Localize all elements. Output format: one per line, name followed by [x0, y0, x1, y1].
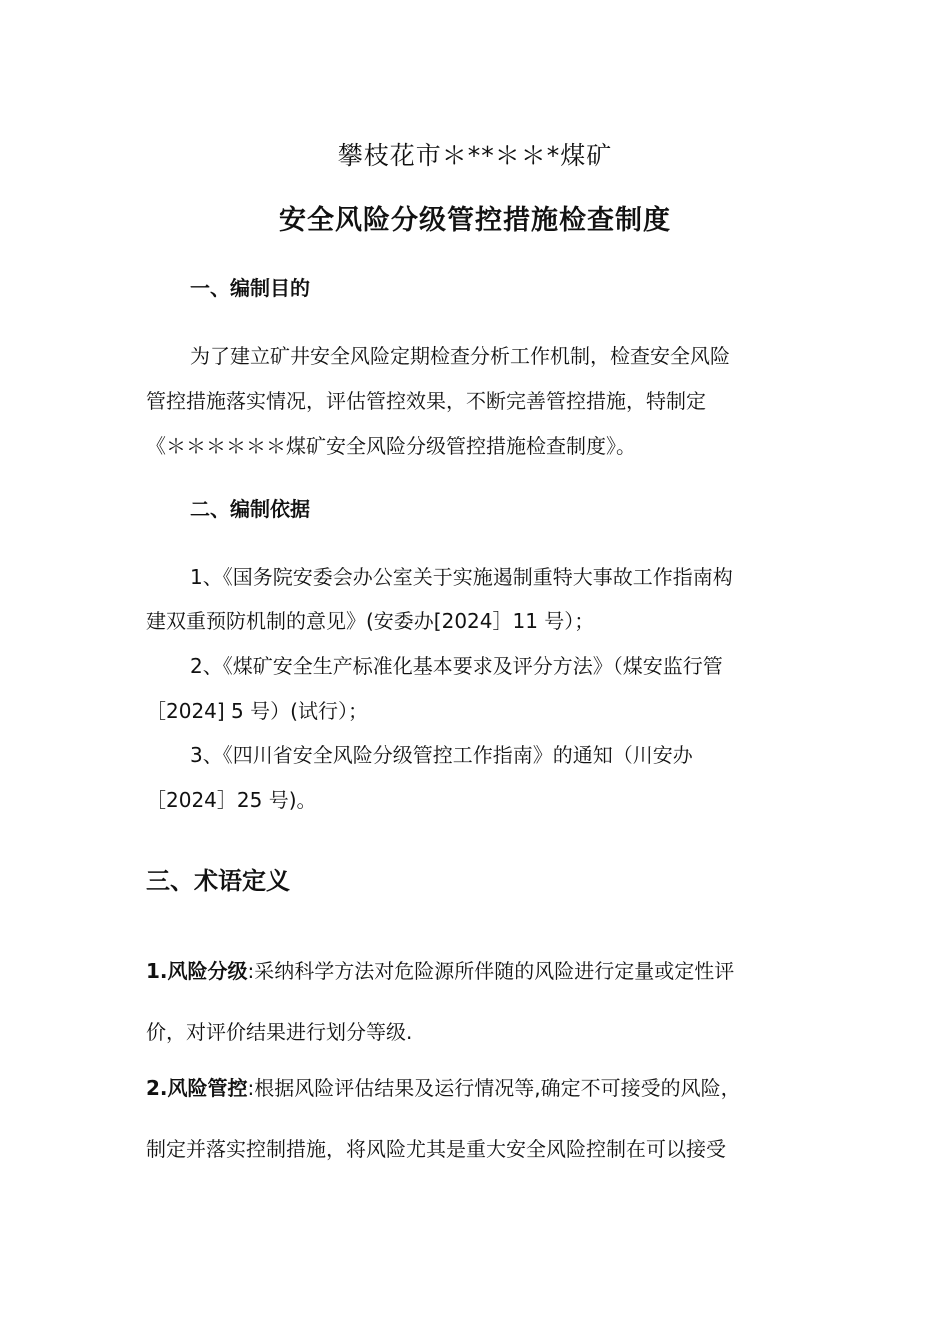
- section2-line: 1、《国务院安委会办公室关于实施遏制重特大事故工作指南构: [190, 565, 733, 589]
- term2-label: 2.风险管控: [146, 1076, 248, 1100]
- section2-line: 建双重预防机制的意见》(安委办[2024］11 号）；: [146, 609, 595, 633]
- section2-line: 2、《煤矿安全生产标准化基本要求及评分方法》（煤安监行管: [190, 654, 723, 678]
- section1-line: 《＊＊＊＊＊＊煤矿安全风险分级管控措施检查制度》。: [146, 434, 636, 458]
- term2-line2: 制定并落实控制措施，将风险尤其是重大安全风险控制在可以接受: [146, 1137, 726, 1161]
- section1-heading: 一、编制目的: [190, 276, 310, 300]
- term1-text: :采纳科学方法对危险源所伴随的风险进行定量或定性评: [247, 959, 735, 983]
- section2-heading: 二、编制依据: [190, 497, 310, 521]
- document-title-line1: 攀枝花市＊**＊＊*煤矿: [337, 141, 613, 170]
- term2-paragraph: [146, 1073, 741, 1103]
- document-title-line2: 安全风险分级管控措施检查制度: [279, 205, 671, 236]
- term2-text: :根据风险评估结果及运行情况等,确定不可接受的风险，: [247, 1076, 741, 1100]
- section2-line: 3、《四川省安全风险分级管控工作指南》的通知（川安办: [190, 743, 693, 767]
- section1-line: 管控措施落实情况，评估管控效果，不断完善管控措施，特制定: [146, 389, 706, 413]
- section2-line: ［2024] 5 号）(试行）；: [146, 699, 368, 723]
- section3-heading: 三、术语定义: [146, 867, 290, 895]
- section2-line: ［2024］25 号)。: [146, 788, 317, 812]
- section1-line: 为了建立矿井安全风险定期检查分析工作机制，检查安全风险: [190, 344, 730, 368]
- term1-paragraph: [146, 956, 734, 986]
- term1-label: 1.风险分级: [146, 959, 248, 983]
- term1-line2: 价，对评价结果进行划分等级.: [146, 1020, 413, 1044]
